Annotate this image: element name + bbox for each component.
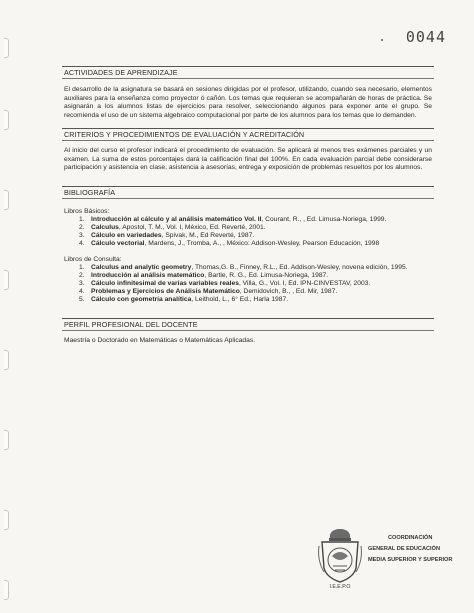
binder-hole — [4, 38, 9, 58]
entry-details: , Demidovich, B., , Ed. Mir, 1987. — [239, 288, 338, 295]
entry-title: Problemas y Ejercicios de Análisis Matemático — [91, 288, 240, 295]
section-heading: BIBLIOGRAFÍA — [62, 186, 434, 199]
page-number: 0044 — [405, 28, 446, 46]
entry-title: Cálculo en variedades — [91, 232, 162, 239]
entry-number: 4. — [79, 288, 85, 295]
entry-details: , Leithold, L., 6° Ed., Harla 1987. — [191, 296, 289, 303]
entry-details: , Apostol, T. M., Vol. I, México, Ed. Reverté, 2001. — [118, 224, 266, 231]
bibliography-entry — [79, 272, 432, 280]
entry-text — [91, 240, 379, 248]
entry-number: 3. — [79, 280, 85, 287]
entry-details: , Bartle, R. G., Ed. Limusa-Noriega, 1987. — [204, 272, 329, 279]
entry-number: 3. — [79, 232, 85, 239]
entry-title: Introducción al análisis matemático — [91, 272, 205, 279]
entry-title: Calculus and analytic geometry — [91, 264, 192, 271]
binder-hole — [4, 580, 9, 600]
bibliography-entry — [79, 224, 432, 232]
entry-title: Cálculo infinitesimal de varias variables reales — [91, 280, 239, 287]
section-heading: PERFIL PROFESIONAL DEL DOCENTE — [62, 318, 434, 331]
seal-line: MEDIA SUPERIOR Y SUPERIOR — [368, 557, 453, 563]
seal-caption: I.E.E.P.O — [329, 584, 351, 590]
consult-books-label: Libros de Consulta: — [64, 256, 122, 263]
entry-details: , Spivak, M., Ed Reverté, 1987. — [161, 232, 255, 239]
section-text: El desarrollo de la asignatura se basará en sesiones dirigidas por el profesor, utilizando, cuando sea necesario, elementos auxiliares para la enseñanza como proyector ó cañón. Los temas que requieran se acompañarán de horas de práctica. Se asignarán a los alumnos listas de ejercicios para resolver, seleccionando algunos para exponer ante el grupo. Se recomienda el uso de un sistema algebraico computacional por parte de los alumnos para los temas que lo demanden. — [64, 86, 432, 119]
section-text: Al inicio del curso el profesor indicará el procedimiento de evaluación. Se aplicará al menos tres exámenes parciales y un examen. La suma de estos porcentajes dará la calificación final del 100%. En cada evaluación parcial debe considerarse participación y asistencia en clase, asistencia a asesorías, entrega y exposición de problemas resueltos por los alumnos. — [64, 147, 432, 172]
bibliography-entry — [79, 264, 432, 272]
entry-text — [91, 232, 254, 240]
binder-hole — [4, 430, 9, 450]
coat-of-arms-seal — [316, 526, 364, 590]
bibliography-entry — [79, 232, 432, 240]
teacher-profile-section — [62, 318, 434, 346]
binder-hole — [4, 190, 9, 210]
institutional-seal — [316, 526, 461, 594]
bibliography-entry — [79, 216, 432, 224]
entry-title: Introducción al cálculo y al análisis matemático Vol. II — [91, 216, 262, 223]
seal-line: GENERAL DE EDUCACIÓN — [368, 546, 441, 552]
section-text: Maestría o Doctorado en Matemáticas o Matemáticas Aplicadas. — [64, 337, 256, 344]
entry-text — [91, 216, 386, 224]
bibliography-entry — [79, 296, 432, 304]
section-heading: ACTIVIDADES DE APRENDIZAJE — [62, 66, 434, 79]
entry-title: Cálculo vectorial — [91, 240, 145, 247]
consult-books-list — [79, 264, 432, 304]
learning-activities-section — [62, 66, 434, 120]
bibliography-entry — [79, 240, 432, 248]
entry-number: 1. — [79, 216, 85, 223]
section-heading: CRITERIOS Y PROCEDIMIENTOS DE EVALUACIÓN Y ACREDITACIÓN — [62, 128, 434, 141]
basic-books-list — [79, 216, 432, 248]
seal-line: COORDINACIÓN — [388, 535, 433, 541]
entry-details: , Thomas,G. B., Finney, R.L., Ed. Addison-Wesley, novena edición, 1995. — [191, 264, 408, 271]
binder-hole — [4, 110, 9, 130]
entry-number: 4. — [79, 240, 85, 247]
entry-text — [91, 296, 288, 304]
bibliography-entry — [79, 288, 432, 296]
entry-title: Cálculo con geometría analítica — [91, 296, 192, 303]
entry-text — [91, 264, 408, 272]
entry-number: 2. — [79, 272, 85, 279]
entry-number: 2. — [79, 224, 85, 231]
entry-details: , Courant, R., , Ed. Limusa-Noriega, 1999. — [261, 216, 387, 223]
entry-text — [91, 280, 370, 288]
entry-number: 1. — [79, 264, 85, 271]
bibliography-section — [62, 186, 434, 304]
entry-details: , Villa, G., Vol. I, Ed. IPN-CINVESTAV, 2003. — [238, 280, 371, 287]
entry-text — [91, 224, 266, 232]
binder-holes — [0, 0, 14, 613]
seal-text — [368, 533, 452, 566]
consult-books — [62, 256, 434, 304]
entry-text — [91, 288, 337, 296]
entry-text — [91, 272, 328, 280]
ink-dot — [381, 39, 383, 41]
bibliography-entry — [79, 280, 432, 288]
binder-hole — [4, 510, 9, 530]
entry-title: Calculus — [91, 224, 119, 231]
entry-number: 5. — [79, 296, 85, 303]
basic-books-label: Libros Básicos: — [64, 208, 110, 215]
evaluation-section — [62, 128, 434, 173]
binder-hole — [4, 270, 9, 290]
basic-books — [62, 208, 434, 248]
entry-details: , Mardens, J., Tromba, A., , México: Addison-Wesley, Pearson Educación, 1998 — [144, 240, 380, 247]
binder-hole — [4, 350, 9, 370]
